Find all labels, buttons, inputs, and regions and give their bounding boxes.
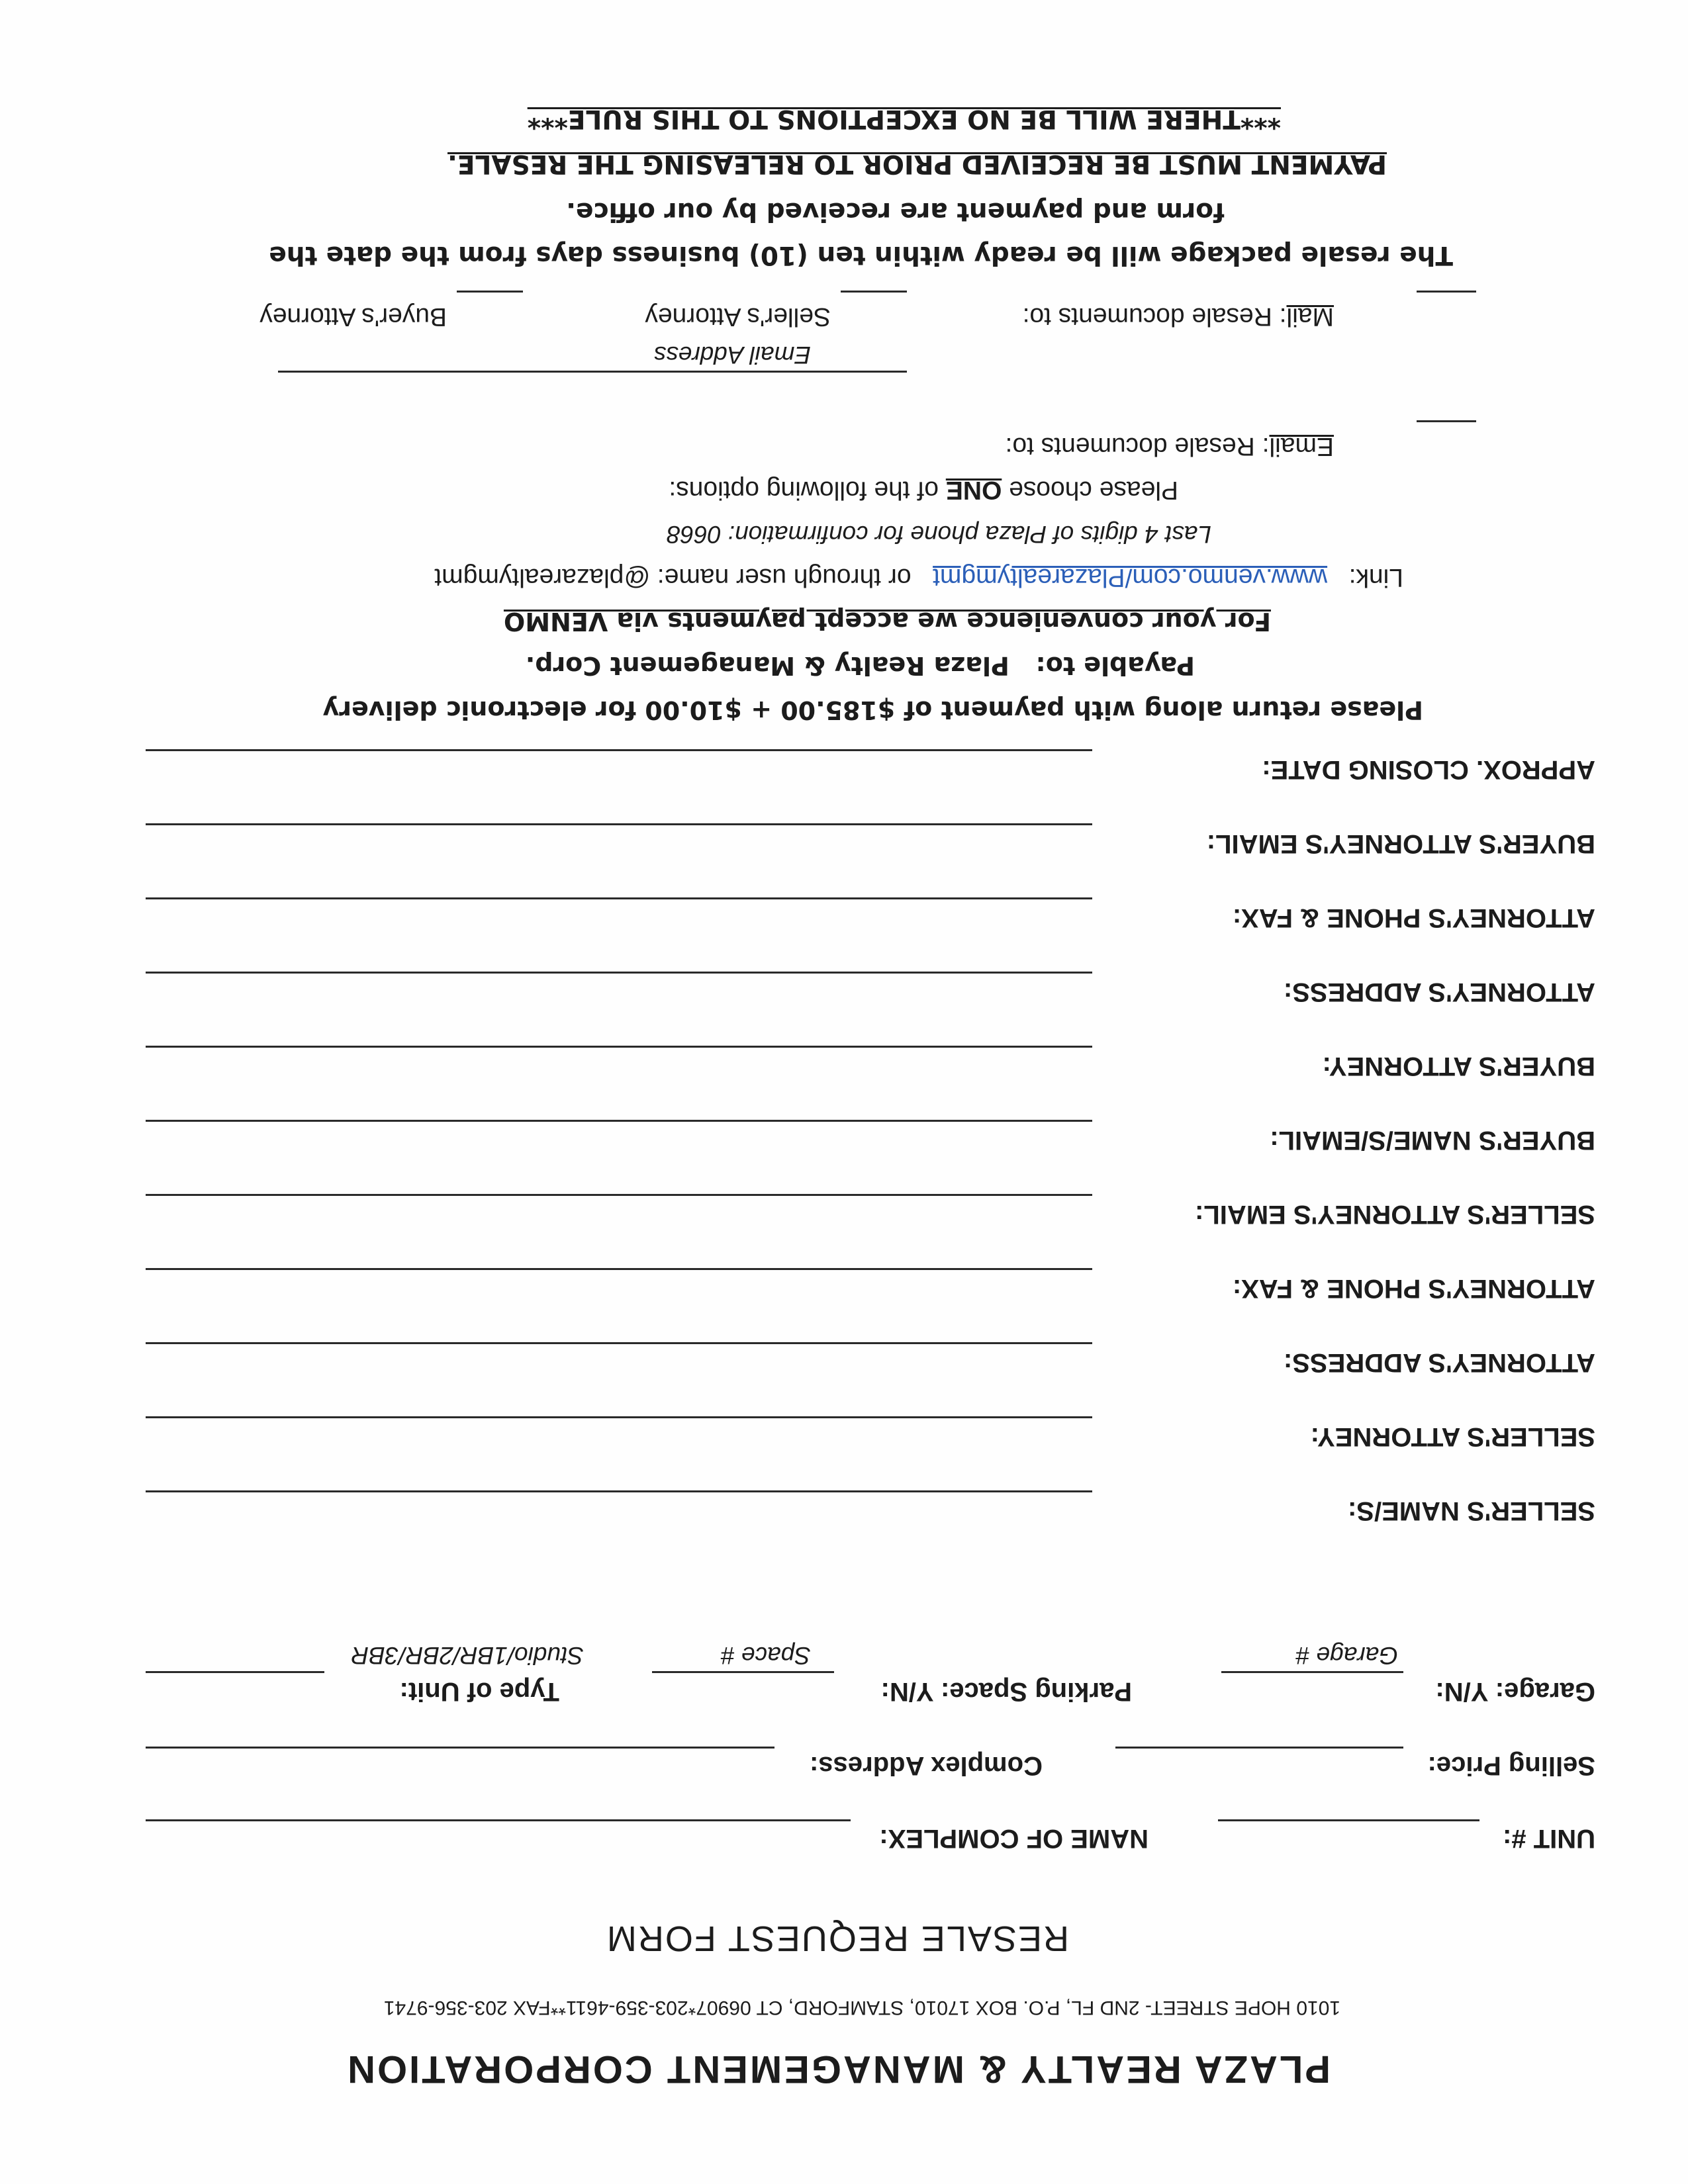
buyer-attorney-address-label: ATTORNEY'S ADDRESS: (1283, 978, 1595, 1007)
company-name: PLAZA REALTY & MANAGEMENT CORPORATION (346, 2048, 1331, 2091)
garage-field[interactable] (1221, 1671, 1403, 1673)
delivery-choose-prompt: Please choose ONE of the following options: (669, 476, 1178, 504)
selling-price-field[interactable] (1115, 1747, 1403, 1749)
unit-type-label: Type of Unit: (399, 1677, 559, 1706)
mail-seller-attorney-checkbox[interactable] (841, 291, 907, 293)
buyer-attorney-address-field[interactable] (146, 972, 1092, 974)
seller-attorney-address-field[interactable] (146, 1342, 1092, 1344)
buyer-attorney-email-label: BUYER'S ATTORNEY'S EMAIL: (1206, 829, 1595, 858)
payment-instructions: Please return along with payment of $185.00 + $10.00 for electronic delivery (322, 696, 1423, 725)
email-option-label: Email: Resale documents to: (1005, 432, 1334, 461)
unit-type-field[interactable] (146, 1671, 324, 1673)
payable-to-label: Payable to: (1035, 651, 1195, 680)
venmo-notice: For your convenience we accept payments via VENMO (503, 607, 1271, 636)
closing-date-field[interactable] (146, 749, 1092, 751)
complex-address-field[interactable] (146, 1747, 774, 1749)
garage-hint: Garage # (1295, 1642, 1398, 1669)
garage-label: Garage: Y/N: (1435, 1677, 1595, 1706)
ready-notice-line2: form and payment are received by our office. (566, 197, 1225, 226)
seller-names-field[interactable] (146, 1490, 1092, 1492)
buyer-attorney-email-field[interactable] (146, 823, 1092, 825)
email-address-field[interactable] (278, 371, 907, 373)
unit-label: UNIT #: (1503, 1824, 1595, 1853)
mail-buyer-attorney-label: Buyer's Attorney (259, 302, 447, 331)
buyer-attorney-phone-fax-label: ATTORNEY'S PHONE & FAX: (1232, 903, 1595, 933)
complex-name-label: NAME OF COMPLEX: (879, 1824, 1149, 1853)
complex-address-label: Complex Address: (810, 1751, 1043, 1780)
company-address: 1010 HOPE STREET- 2ND FL, P.O. BOX 17010, STAMFORD, CT 06907*203-359-4611**FAX 203-356-9741 (383, 1997, 1340, 2019)
venmo-link-label: Link: (1348, 563, 1403, 592)
no-exceptions-rule: ***THERE WILL BE NO EXCEPTIONS TO THIS RULE*** (527, 104, 1281, 134)
email-option-checkbox[interactable] (1417, 420, 1476, 422)
seller-attorney-phone-fax-label: ATTORNEY'S PHONE & FAX: (1232, 1274, 1595, 1303)
buyer-attorney-field[interactable] (146, 1046, 1092, 1048)
mail-buyer-attorney-checkbox[interactable] (457, 291, 523, 293)
unit-field[interactable] (1218, 1819, 1479, 1821)
closing-date-label: APPROX. CLOSING DATE: (1262, 755, 1595, 784)
delivery-choose-one: ONE (945, 476, 1002, 504)
mail-option-checkbox[interactable] (1417, 291, 1476, 293)
selling-price-label: Selling Price: (1427, 1751, 1595, 1780)
seller-attorney-email-field[interactable] (146, 1194, 1092, 1196)
complex-name-field[interactable] (146, 1819, 851, 1821)
venmo-phone-digits: Last 4 digits of Plaza phone for confirmation: 0668 (667, 521, 1211, 548)
seller-attorney-address-label: ATTORNEY'S ADDRESS: (1283, 1348, 1595, 1377)
seller-attorney-field[interactable] (146, 1416, 1092, 1418)
seller-names-label: SELLER'S NAME/S: (1348, 1496, 1595, 1525)
buyer-attorney-label: BUYER'S ATTORNEY: (1322, 1052, 1595, 1081)
seller-attorney-phone-fax-field[interactable] (146, 1268, 1092, 1270)
mail-option-label: Mail: Resale documents to: (1022, 302, 1334, 331)
parking-label: Parking Space: Y/N: (880, 1677, 1132, 1706)
parking-field[interactable] (652, 1671, 834, 1673)
parking-hint: Space # (721, 1642, 811, 1669)
venmo-link-line (434, 563, 1403, 592)
venmo-username: or through user name: @plazarealtymgmt (434, 563, 912, 592)
mail-seller-attorney-label: Seller's Attorney (645, 302, 831, 331)
unit-type-hint: Studio/1BR/2BR/3BR (351, 1642, 584, 1669)
buyer-names-email-label: BUYER'S NAME/S/EMAIL: (1270, 1126, 1595, 1155)
form-title: RESALE REQUEST FORM (605, 1919, 1069, 1958)
ready-notice-line1: The resale package will be ready within ten (10) business days from the date the (269, 240, 1453, 270)
seller-attorney-label: SELLER'S ATTORNEY: (1310, 1422, 1595, 1451)
payable-to-value: Plaza Realty & Management Corp. (525, 651, 1009, 680)
buyer-attorney-phone-fax-field[interactable] (146, 897, 1092, 899)
venmo-link[interactable]: www.venmo.com/Plazarealtymgmt (933, 563, 1328, 592)
payment-rule: PAYMENT MUST BE RECEIVED PRIOR TO RELEASING THE RESALE. (447, 149, 1387, 179)
payable-to (526, 651, 1195, 680)
email-address-hint: Email Address (653, 341, 811, 369)
seller-attorney-email-label: SELLER'S ATTORNEY'S EMAIL: (1195, 1200, 1595, 1229)
buyer-names-email-field[interactable] (146, 1120, 1092, 1122)
